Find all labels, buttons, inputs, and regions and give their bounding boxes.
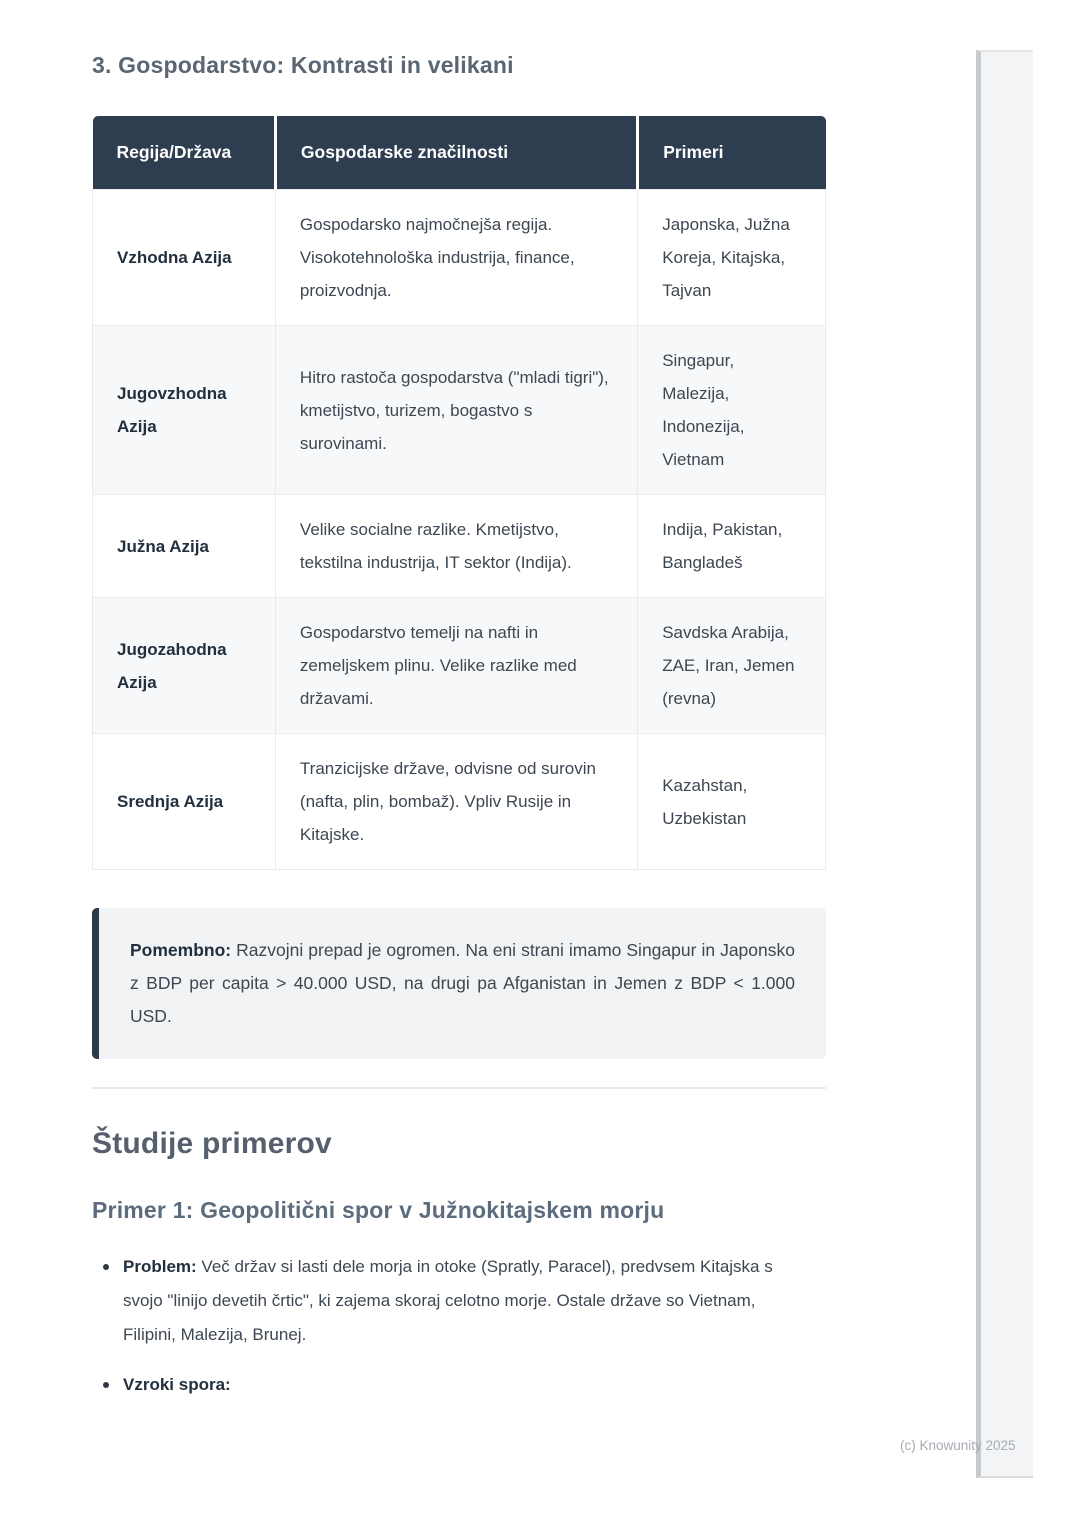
characteristics-cell: Hitro rastoča gospodarstva ("mladi tigri"), kmetijstvo, turizem, bogastvo s surovinami. xyxy=(275,326,637,495)
region-cell: Srednja Azija xyxy=(93,734,276,870)
case-studies-title: Študije primerov xyxy=(92,1127,332,1160)
bullet-label: Vzroki spora: xyxy=(123,1375,231,1394)
bullet-icon xyxy=(103,1382,109,1388)
examples-cell: Kazahstan, Uzbekistan xyxy=(638,734,826,870)
characteristics-cell: Gospodarstvo temelji na nafti in zemeljskem plinu. Velike razlike med državami. xyxy=(275,598,637,734)
bullet-text: Več držav si lasti dele morja in otoke (Spratly, Paracel), predvsem Kitajska s svojo "linijo devetih črtic", ki zajema skoraj celotno morje. Ostale države so Vietnam, Filipini, Malezija, Brunej. xyxy=(123,1257,773,1344)
important-callout xyxy=(92,908,826,1059)
table-row xyxy=(93,495,826,598)
region-cell: Južna Azija xyxy=(93,495,276,598)
economy-table xyxy=(92,116,826,870)
list-item xyxy=(92,1368,782,1402)
case1-bullet-list xyxy=(92,1250,826,1402)
column-header-region: Regija/Država xyxy=(93,116,276,190)
examples-cell: Indija, Pakistan, Bangladeš xyxy=(638,495,826,598)
table-row xyxy=(93,598,826,734)
list-item xyxy=(92,1250,782,1352)
region-cell: Jugovzhodna Azija xyxy=(93,326,276,495)
examples-cell: Japonska, Južna Koreja, Kitajska, Tajvan xyxy=(638,190,826,326)
table-header-row xyxy=(93,116,826,190)
examples-cell: Savdska Arabija, ZAE, Iran, Jemen (revna) xyxy=(638,598,826,734)
bullet-icon xyxy=(103,1264,109,1270)
region-cell: Jugozahodna Azija xyxy=(93,598,276,734)
characteristics-cell: Velike socialne razlike. Kmetijstvo, tekstilna industrija, IT sektor (Indija). xyxy=(275,495,637,598)
characteristics-cell: Gospodarsko najmočnejša regija. Visokotehnološka industrija, finance, proizvodnja. xyxy=(275,190,637,326)
callout-label: Pomembno: xyxy=(130,940,232,960)
table-row xyxy=(93,326,826,495)
column-header-characteristics: Gospodarske značilnosti xyxy=(275,116,637,190)
section-title: 3. Gospodarstvo: Kontrasti in velikani xyxy=(92,52,514,78)
column-header-examples: Primeri xyxy=(638,116,826,190)
region-cell: Vzhodna Azija xyxy=(93,190,276,326)
next-page-edge-strip xyxy=(976,50,1033,1478)
table-row xyxy=(93,190,826,326)
bullet-label: Problem: xyxy=(123,1257,197,1276)
document-page xyxy=(92,0,826,1418)
copyright-watermark: (c) Knowunity 2025 xyxy=(900,1438,1016,1453)
case1-title: Primer 1: Geopolitični spor v Južnokitajskem morju xyxy=(92,1197,665,1223)
characteristics-cell: Tranzicijske države, odvisne od surovin (nafta, plin, bombaž). Vpliv Rusije in Kitajske. xyxy=(275,734,637,870)
callout-text: Razvojni prepad je ogromen. Na eni strani imamo Singapur in Japonsko z BDP per capita > 40.000 USD, na drugi pa Afganistan in Jemen z BDP < 1.000 USD. xyxy=(130,940,795,1026)
examples-cell: Singapur, Malezija, Indonezija, Vietnam xyxy=(638,326,826,495)
section-divider xyxy=(92,1087,826,1089)
table-row xyxy=(93,734,826,870)
